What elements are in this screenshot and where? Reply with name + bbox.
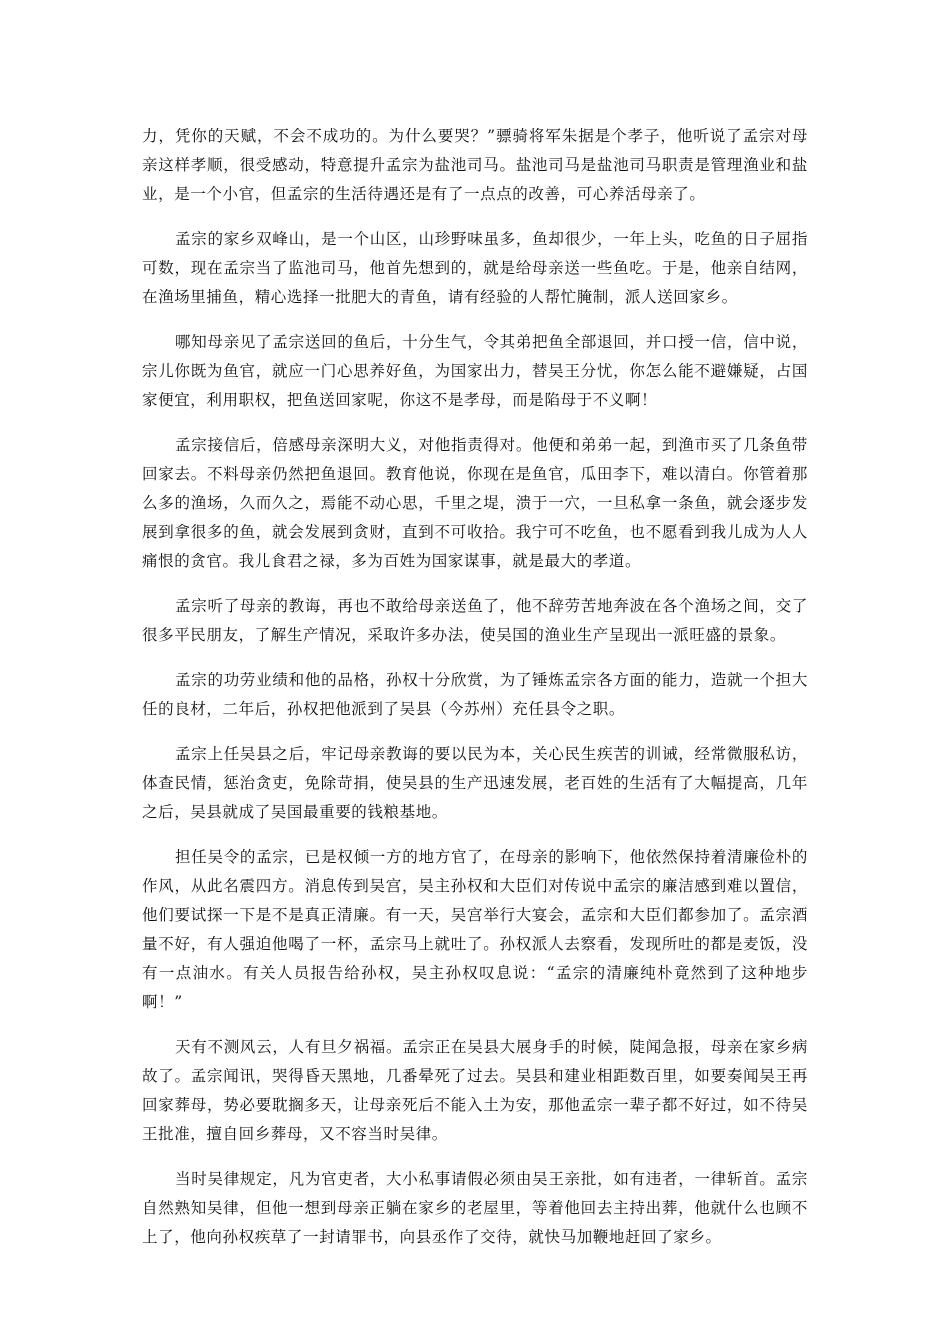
paragraph-8: 担任吴令的孟宗，已是权倾一方的地方官了，在母亲的影响下，他依然保持着清廉俭朴的作风，从此名震四方。消息传到吴宫，吴主孙权和大臣们对传说中孟宗的廉洁感到难以置信，他们要试探一下是不是真正清廉。有一天，吴宫举行大宴会，孟宗和大臣们都参加了。孟宗酒量不好，有人强迫他喝了一杯，孟宗马上就吐了。孙权派人去察看，发现所吐的都是麦饭，没有一点油水。有关人员报告给孙权，吴主孙权叹息说：“孟宗的清廉纯朴竟然到了这种地步啊！” <box>142 848 808 1011</box>
paragraph-3: 哪知母亲见了孟宗送回的鱼后，十分生气，令其弟把鱼全部退回，并口授一信，信中说，宗儿你既为鱼官，就应一门心思养好鱼，为国家出力，替吴王分忧，你怎么能不避嫌疑，占国家便宜，利用职权，把鱼送回家呢，你这不是孝母，而是陷母于不义啊！ <box>142 333 808 409</box>
document-body <box>142 122 808 1268</box>
paragraph-10: 当时吴律规定，凡为官吏者，大小私事请假必须由吴王亲批，如有违者，一律斩首。孟宗自然熟知吴律，但他一想到母亲正躺在家乡的老屋里，等着他回去主持出葬，他就什么也顾不上了，他向孙权疾草了一封请罪书，向县丞作了交待，就快马加鞭地赶回了家乡。 <box>142 1170 808 1246</box>
paragraph-2: 孟宗的家乡双峰山，是一个山区，山珍野味虽多，鱼却很少，一年上头，吃鱼的日子屈指可数，现在孟宗当了监池司马，他首先想到的，就是给母亲送一些鱼吃。于是，他亲自结网，在渔场里捕鱼，精心选择一批肥大的青鱼，请有经验的人帮忙腌制，派人送回家乡。 <box>142 230 808 306</box>
paragraph-1: 力，凭你的天赋，不会不成功的。为什么要哭？”骠骑将军朱据是个孝子，他听说了孟宗对母亲这样孝顺，很受感动，特意提升孟宗为盐池司马。盐池司马是盐池司马职责是管理渔业和盐业，是一个小官，但孟宗的生活待遇还是有了一点点的改善，可心养活母亲了。 <box>142 127 808 203</box>
paragraph-4: 孟宗接信后，倍感母亲深明大义，对他指责得对。他便和弟弟一起，到渔市买了几条鱼带回家去。不料母亲仍然把鱼退回。教育他说，你现在是鱼官，瓜田李下，难以清白。你管着那么多的渔场，久而久之，焉能不动心思，千里之堤，溃于一穴，一旦私拿一条鱼，就会逐步发展到拿很多的鱼，就会发展到贪财，直到不可收拾。我宁可不吃鱼，也不愿看到我儿成为人人痛恨的贪官。我儿食君之禄，多为百姓为国家谋事，就是最大的孝道。 <box>142 436 808 570</box>
paragraph-7: 孟宗上任吴县之后，牢记母亲教诲的要以民为本，关心民生疾苦的训诫，经常微服私访，体查民情，惩治贪吏，免除苛捐，使吴县的生产迅速发展，老百姓的生活有了大幅提高，几年之后，吴县就成了吴国最重要的钱粮基地。 <box>142 745 808 821</box>
paragraph-5: 孟宗听了母亲的教诲，再也不敢给母亲送鱼了，他不辞劳苦地奔波在各个渔场之间，交了很多平民朋友，了解生产情况，采取许多办法，使吴国的渔业生产呈现出一派旺盛的景象。 <box>142 597 808 644</box>
paragraph-9: 天有不测风云，人有旦夕祸福。孟宗正在吴县大展身手的时候，陡闻急报，母亲在家乡病故了。孟宗闻讯，哭得昏天黑地，几番晕死了过去。吴县和建业相距数百里，如要奏闻吴王再回家葬母，势必要耽搁多天，让母亲死后不能入土为安，那他孟宗一辈子都不好过，如不待吴王批准，擅自回乡葬母，又不容当时吴律。 <box>142 1038 808 1143</box>
paragraph-6: 孟宗的功劳业绩和他的品格，孙权十分欣赏，为了锤炼孟宗各方面的能力，造就一个担大任的良材，二年后，孙权把他派到了吴县（今苏州）充任县令之职。 <box>142 671 808 718</box>
